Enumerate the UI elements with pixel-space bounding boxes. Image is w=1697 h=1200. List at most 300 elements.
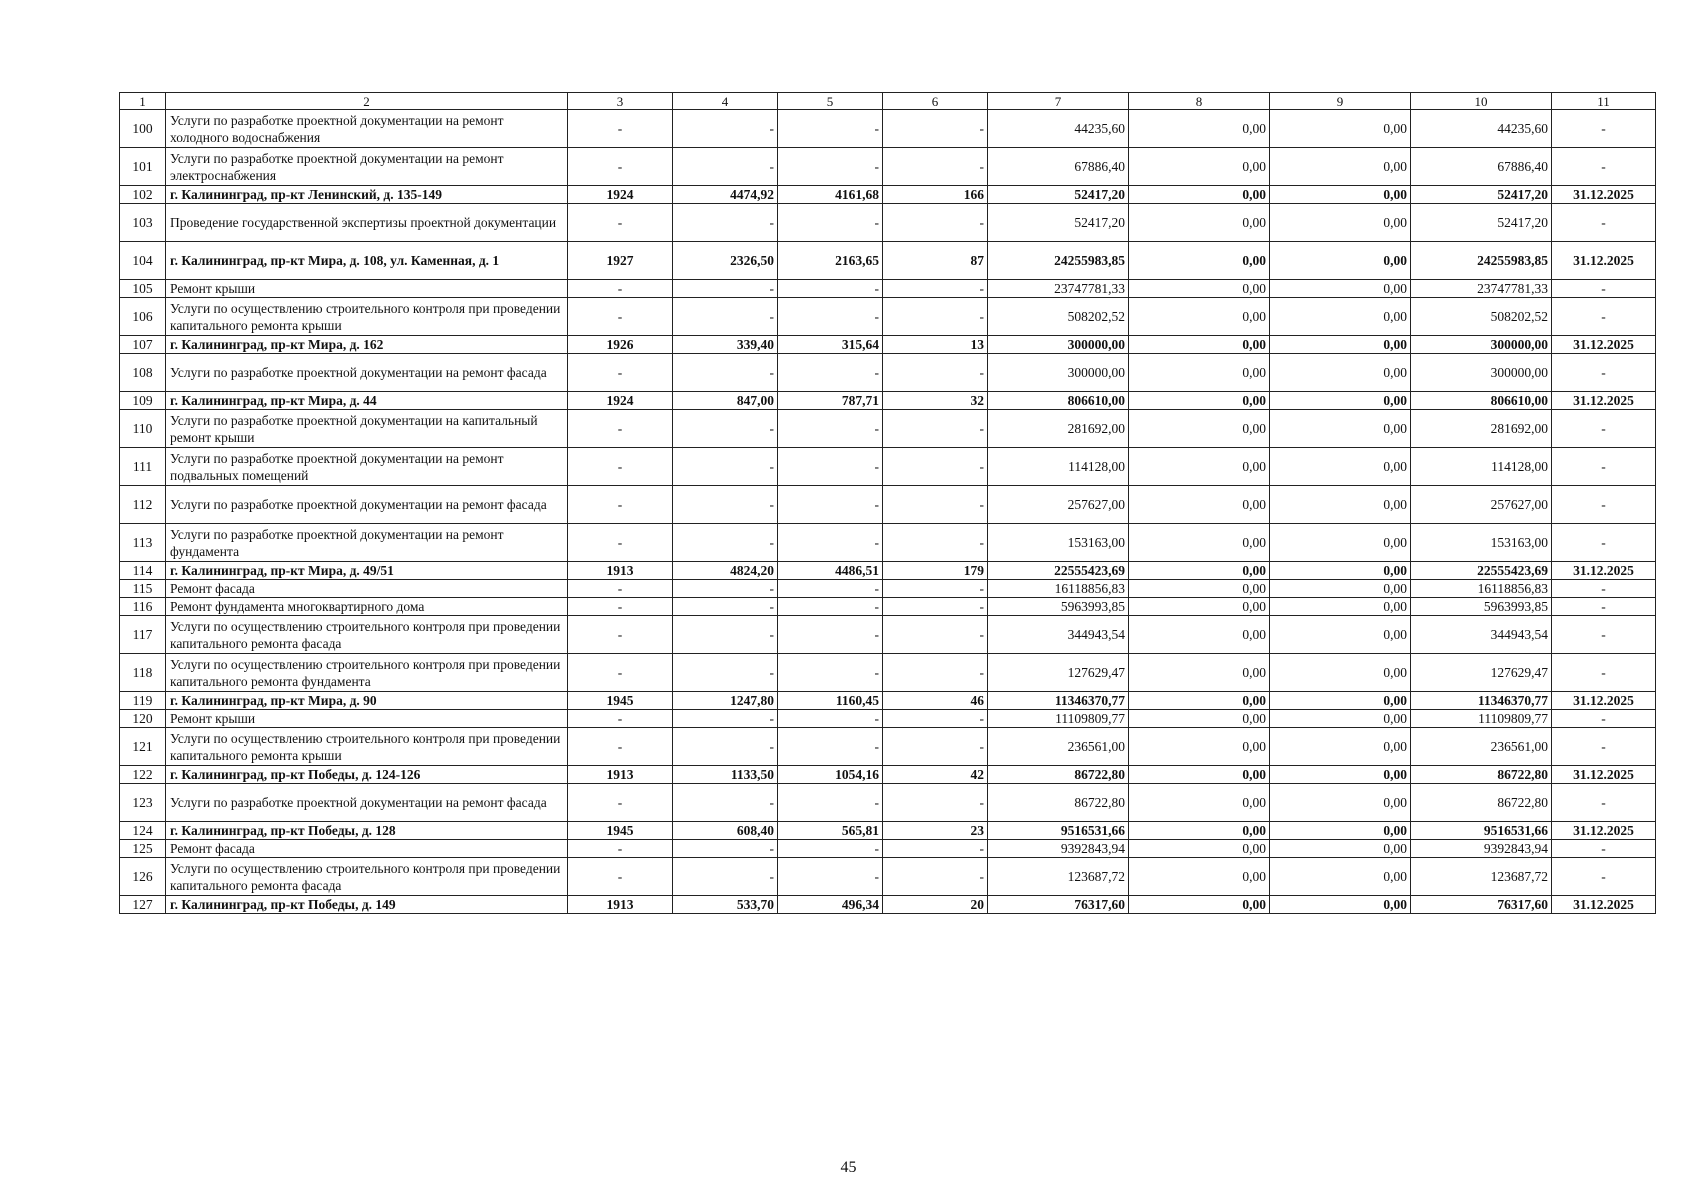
residents-count-cell: 42 (883, 766, 988, 784)
total-area-cell: - (673, 616, 778, 654)
cost-col-10-cell: 24255983,85 (1411, 242, 1552, 280)
living-area-cell: 1160,45 (778, 692, 883, 710)
completion-date-cell: - (1552, 598, 1656, 616)
total-area-cell: 847,00 (673, 392, 778, 410)
row-number-cell: 119 (120, 692, 166, 710)
cost-total-cell: 123687,72 (988, 858, 1129, 896)
living-area-cell: - (778, 858, 883, 896)
row-number-cell: 120 (120, 710, 166, 728)
residents-count-cell: - (883, 486, 988, 524)
living-area-cell: - (778, 410, 883, 448)
work-name-cell: г. Калининград, пр-кт Победы, д. 149 (166, 896, 568, 914)
cost-col-10-cell: 11109809,77 (1411, 710, 1552, 728)
cost-total-cell: 16118856,83 (988, 580, 1129, 598)
address-row (120, 336, 1656, 354)
cost-total-cell: 9392843,94 (988, 840, 1129, 858)
living-area-cell: - (778, 654, 883, 692)
work-name-cell: Услуги по осуществлению строительного контроля при проведении капитального ремонта крыши (166, 298, 568, 336)
work-name-cell: г. Калининград, пр-кт Ленинский, д. 135-149 (166, 186, 568, 204)
work-name-cell: г. Калининград, пр-кт Мира, д. 162 (166, 336, 568, 354)
column-header: 5 (778, 93, 883, 110)
cost-col-8-cell: 0,00 (1129, 728, 1270, 766)
work-name-cell: Услуги по разработке проектной документации на капитальный ремонт крыши (166, 410, 568, 448)
living-area-cell: 2163,65 (778, 242, 883, 280)
cost-total-cell: 86722,80 (988, 766, 1129, 784)
work-item-row (120, 410, 1656, 448)
cost-col-9-cell: 0,00 (1270, 186, 1411, 204)
cost-col-8-cell: 0,00 (1129, 616, 1270, 654)
cost-col-10-cell: 76317,60 (1411, 896, 1552, 914)
cost-col-9-cell: 0,00 (1270, 616, 1411, 654)
page-number: 45 (840, 1159, 857, 1176)
cost-col-10-cell: 281692,00 (1411, 410, 1552, 448)
total-area-cell: - (673, 858, 778, 896)
living-area-cell: - (778, 148, 883, 186)
work-name-cell: Услуги по осуществлению строительного контроля при проведении капитального ремонта фасада (166, 858, 568, 896)
column-header: 7 (988, 93, 1129, 110)
work-name-cell: г. Калининград, пр-кт Мира, д. 90 (166, 692, 568, 710)
completion-date-cell: 31.12.2025 (1552, 242, 1656, 280)
completion-date-cell: 31.12.2025 (1552, 186, 1656, 204)
year-built-cell: - (568, 728, 673, 766)
cost-col-9-cell: 0,00 (1270, 110, 1411, 148)
cost-total-cell: 281692,00 (988, 410, 1129, 448)
cost-total-cell: 300000,00 (988, 354, 1129, 392)
residents-count-cell: - (883, 280, 988, 298)
completion-date-cell: 31.12.2025 (1552, 766, 1656, 784)
cost-col-8-cell: 0,00 (1129, 110, 1270, 148)
completion-date-cell: - (1552, 524, 1656, 562)
residents-count-cell: - (883, 616, 988, 654)
work-name-cell: Ремонт фасада (166, 580, 568, 598)
total-area-cell: - (673, 410, 778, 448)
cost-col-8-cell: 0,00 (1129, 840, 1270, 858)
residents-count-cell: - (883, 728, 988, 766)
completion-date-cell: 31.12.2025 (1552, 562, 1656, 580)
column-header: 9 (1270, 93, 1411, 110)
address-row (120, 896, 1656, 914)
address-row (120, 242, 1656, 280)
table-body (120, 110, 1656, 914)
work-item-row (120, 654, 1656, 692)
total-area-cell: 1133,50 (673, 766, 778, 784)
cost-col-9-cell: 0,00 (1270, 354, 1411, 392)
residents-count-cell: 32 (883, 392, 988, 410)
work-item-row (120, 784, 1656, 822)
work-name-cell: Услуги по осуществлению строительного контроля при проведении капитального ремонта фундамента (166, 654, 568, 692)
completion-date-cell: - (1552, 354, 1656, 392)
cost-col-8-cell: 0,00 (1129, 784, 1270, 822)
residents-count-cell: - (883, 710, 988, 728)
work-name-cell: Ремонт крыши (166, 710, 568, 728)
address-row (120, 392, 1656, 410)
total-area-cell: - (673, 784, 778, 822)
total-area-cell: - (673, 840, 778, 858)
completion-date-cell: 31.12.2025 (1552, 692, 1656, 710)
cost-total-cell: 67886,40 (988, 148, 1129, 186)
total-area-cell: 2326,50 (673, 242, 778, 280)
year-built-cell: - (568, 858, 673, 896)
total-area-cell: 1247,80 (673, 692, 778, 710)
cost-col-10-cell: 123687,72 (1411, 858, 1552, 896)
living-area-cell: - (778, 710, 883, 728)
year-built-cell: - (568, 204, 673, 242)
total-area-cell: - (673, 148, 778, 186)
row-number-cell: 107 (120, 336, 166, 354)
total-area-cell: 4824,20 (673, 562, 778, 580)
cost-col-9-cell: 0,00 (1270, 562, 1411, 580)
work-item-row (120, 448, 1656, 486)
row-number-cell: 109 (120, 392, 166, 410)
year-built-cell: - (568, 298, 673, 336)
cost-total-cell: 52417,20 (988, 186, 1129, 204)
year-built-cell: 1945 (568, 692, 673, 710)
residents-count-cell: 13 (883, 336, 988, 354)
cost-col-10-cell: 86722,80 (1411, 766, 1552, 784)
cost-col-8-cell: 0,00 (1129, 298, 1270, 336)
living-area-cell: - (778, 784, 883, 822)
cost-col-9-cell: 0,00 (1270, 654, 1411, 692)
cost-col-8-cell: 0,00 (1129, 410, 1270, 448)
total-area-cell: - (673, 204, 778, 242)
living-area-cell: 565,81 (778, 822, 883, 840)
year-built-cell: - (568, 654, 673, 692)
work-item-row (120, 204, 1656, 242)
residents-count-cell: - (883, 148, 988, 186)
cost-total-cell: 11346370,77 (988, 692, 1129, 710)
cost-total-cell: 5963993,85 (988, 598, 1129, 616)
year-built-cell: - (568, 410, 673, 448)
total-area-cell: 533,70 (673, 896, 778, 914)
cost-total-cell: 23747781,33 (988, 280, 1129, 298)
completion-date-cell: - (1552, 654, 1656, 692)
cost-total-cell: 86722,80 (988, 784, 1129, 822)
cost-col-8-cell: 0,00 (1129, 148, 1270, 186)
residents-count-cell: - (883, 204, 988, 242)
cost-col-9-cell: 0,00 (1270, 204, 1411, 242)
work-name-cell: Услуги по разработке проектной документации на ремонт электроснабжения (166, 148, 568, 186)
cost-col-8-cell: 0,00 (1129, 580, 1270, 598)
cost-col-10-cell: 67886,40 (1411, 148, 1552, 186)
residents-count-cell: - (883, 598, 988, 616)
completion-date-cell: 31.12.2025 (1552, 822, 1656, 840)
cost-col-10-cell: 52417,20 (1411, 204, 1552, 242)
year-built-cell: 1945 (568, 822, 673, 840)
total-area-cell: 339,40 (673, 336, 778, 354)
work-item-row (120, 298, 1656, 336)
work-item-row (120, 280, 1656, 298)
cost-col-10-cell: 52417,20 (1411, 186, 1552, 204)
work-item-row (120, 110, 1656, 148)
work-name-cell: г. Калининград, пр-кт Мира, д. 49/51 (166, 562, 568, 580)
year-built-cell: - (568, 486, 673, 524)
residents-count-cell: - (883, 858, 988, 896)
cost-col-8-cell: 0,00 (1129, 598, 1270, 616)
living-area-cell: - (778, 728, 883, 766)
total-area-cell: - (673, 728, 778, 766)
year-built-cell: 1924 (568, 186, 673, 204)
address-row (120, 186, 1656, 204)
work-item-row (120, 728, 1656, 766)
living-area-cell: - (778, 298, 883, 336)
year-built-cell: 1913 (568, 562, 673, 580)
residents-count-cell: - (883, 298, 988, 336)
year-built-cell: 1927 (568, 242, 673, 280)
cost-col-8-cell: 0,00 (1129, 448, 1270, 486)
residents-count-cell: - (883, 580, 988, 598)
column-number-header-row (120, 93, 1656, 110)
residents-count-cell: 20 (883, 896, 988, 914)
year-built-cell: - (568, 580, 673, 598)
year-built-cell: 1913 (568, 896, 673, 914)
total-area-cell: - (673, 486, 778, 524)
cost-col-10-cell: 257627,00 (1411, 486, 1552, 524)
residents-count-cell: - (883, 448, 988, 486)
work-item-row (120, 148, 1656, 186)
year-built-cell: - (568, 524, 673, 562)
living-area-cell: 1054,16 (778, 766, 883, 784)
row-number-cell: 104 (120, 242, 166, 280)
cost-col-9-cell: 0,00 (1270, 336, 1411, 354)
cost-col-9-cell: 0,00 (1270, 242, 1411, 280)
address-row (120, 562, 1656, 580)
residents-count-cell: 179 (883, 562, 988, 580)
cost-col-8-cell: 0,00 (1129, 280, 1270, 298)
work-name-cell: Услуги по разработке проектной документации на ремонт фасада (166, 354, 568, 392)
living-area-cell: 4486,51 (778, 562, 883, 580)
living-area-cell: - (778, 616, 883, 654)
work-name-cell: Услуги по разработке проектной документации на ремонт фундамента (166, 524, 568, 562)
work-item-row (120, 858, 1656, 896)
cost-col-8-cell: 0,00 (1129, 822, 1270, 840)
residents-count-cell: - (883, 840, 988, 858)
row-number-cell: 124 (120, 822, 166, 840)
work-name-cell: г. Калининград, пр-кт Победы, д. 128 (166, 822, 568, 840)
cost-col-9-cell: 0,00 (1270, 148, 1411, 186)
completion-date-cell: - (1552, 710, 1656, 728)
cost-total-cell: 344943,54 (988, 616, 1129, 654)
work-item-row (120, 354, 1656, 392)
work-name-cell: Услуги по разработке проектной документации на ремонт фасада (166, 784, 568, 822)
cost-col-8-cell: 0,00 (1129, 186, 1270, 204)
row-number-cell: 122 (120, 766, 166, 784)
cost-total-cell: 508202,52 (988, 298, 1129, 336)
cost-col-10-cell: 114128,00 (1411, 448, 1552, 486)
column-header: 4 (673, 93, 778, 110)
cost-col-10-cell: 508202,52 (1411, 298, 1552, 336)
living-area-cell: 315,64 (778, 336, 883, 354)
year-built-cell: - (568, 598, 673, 616)
row-number-cell: 111 (120, 448, 166, 486)
work-name-cell: Услуги по осуществлению строительного контроля при проведении капитального ремонта фасада (166, 616, 568, 654)
cost-col-10-cell: 9392843,94 (1411, 840, 1552, 858)
row-number-cell: 125 (120, 840, 166, 858)
living-area-cell: - (778, 598, 883, 616)
cost-col-10-cell: 16118856,83 (1411, 580, 1552, 598)
cost-col-8-cell: 0,00 (1129, 896, 1270, 914)
cost-total-cell: 257627,00 (988, 486, 1129, 524)
completion-date-cell: 31.12.2025 (1552, 392, 1656, 410)
living-area-cell: - (778, 840, 883, 858)
work-item-row (120, 486, 1656, 524)
cost-col-8-cell: 0,00 (1129, 392, 1270, 410)
cost-col-9-cell: 0,00 (1270, 692, 1411, 710)
row-number-cell: 127 (120, 896, 166, 914)
work-name-cell: Ремонт фасада (166, 840, 568, 858)
row-number-cell: 100 (120, 110, 166, 148)
column-header: 10 (1411, 93, 1552, 110)
cost-col-9-cell: 0,00 (1270, 524, 1411, 562)
cost-col-10-cell: 153163,00 (1411, 524, 1552, 562)
total-area-cell: 4474,92 (673, 186, 778, 204)
cost-col-10-cell: 86722,80 (1411, 784, 1552, 822)
total-area-cell: - (673, 110, 778, 148)
cost-col-9-cell: 0,00 (1270, 486, 1411, 524)
residents-count-cell: - (883, 524, 988, 562)
cost-col-10-cell: 44235,60 (1411, 110, 1552, 148)
cost-col-10-cell: 11346370,77 (1411, 692, 1552, 710)
total-area-cell: - (673, 448, 778, 486)
cost-col-10-cell: 22555423,69 (1411, 562, 1552, 580)
row-number-cell: 126 (120, 858, 166, 896)
row-number-cell: 123 (120, 784, 166, 822)
year-built-cell: - (568, 840, 673, 858)
completion-date-cell: - (1552, 728, 1656, 766)
address-row (120, 766, 1656, 784)
year-built-cell: - (568, 110, 673, 148)
work-item-row (120, 840, 1656, 858)
repair-program-table (119, 92, 1656, 914)
completion-date-cell: 31.12.2025 (1552, 896, 1656, 914)
year-built-cell: - (568, 616, 673, 654)
year-built-cell: - (568, 280, 673, 298)
cost-col-9-cell: 0,00 (1270, 710, 1411, 728)
total-area-cell: - (673, 580, 778, 598)
residents-count-cell: 46 (883, 692, 988, 710)
cost-col-8-cell: 0,00 (1129, 654, 1270, 692)
work-item-row (120, 580, 1656, 598)
residents-count-cell: - (883, 654, 988, 692)
cost-col-8-cell: 0,00 (1129, 858, 1270, 896)
year-built-cell: 1926 (568, 336, 673, 354)
total-area-cell: - (673, 654, 778, 692)
row-number-cell: 116 (120, 598, 166, 616)
work-name-cell: г. Калининград, пр-кт Мира, д. 108, ул. Каменная, д. 1 (166, 242, 568, 280)
completion-date-cell: - (1552, 486, 1656, 524)
cost-col-9-cell: 0,00 (1270, 410, 1411, 448)
work-name-cell: Услуги по разработке проектной документации на ремонт фасада (166, 486, 568, 524)
residents-count-cell: - (883, 410, 988, 448)
work-item-row (120, 710, 1656, 728)
completion-date-cell: - (1552, 840, 1656, 858)
row-number-cell: 118 (120, 654, 166, 692)
cost-col-9-cell: 0,00 (1270, 598, 1411, 616)
cost-total-cell: 114128,00 (988, 448, 1129, 486)
total-area-cell: - (673, 354, 778, 392)
cost-col-8-cell: 0,00 (1129, 692, 1270, 710)
completion-date-cell: 31.12.2025 (1552, 336, 1656, 354)
cost-total-cell: 9516531,66 (988, 822, 1129, 840)
living-area-cell: - (778, 110, 883, 148)
work-name-cell: Проведение государственной экспертизы проектной документации (166, 204, 568, 242)
cost-col-9-cell: 0,00 (1270, 896, 1411, 914)
residents-count-cell: 87 (883, 242, 988, 280)
address-row (120, 692, 1656, 710)
work-item-row (120, 598, 1656, 616)
cost-total-cell: 127629,47 (988, 654, 1129, 692)
row-number-cell: 113 (120, 524, 166, 562)
work-name-cell: Ремонт фундамента многоквартирного дома (166, 598, 568, 616)
work-name-cell: Услуги по разработке проектной документации на ремонт холодного водоснабжения (166, 110, 568, 148)
total-area-cell: - (673, 710, 778, 728)
row-number-cell: 115 (120, 580, 166, 598)
total-area-cell: - (673, 280, 778, 298)
cost-col-9-cell: 0,00 (1270, 298, 1411, 336)
row-number-cell: 101 (120, 148, 166, 186)
residents-count-cell: - (883, 784, 988, 822)
cost-col-8-cell: 0,00 (1129, 486, 1270, 524)
cost-col-10-cell: 127629,47 (1411, 654, 1552, 692)
row-number-cell: 121 (120, 728, 166, 766)
work-item-row (120, 616, 1656, 654)
row-number-cell: 102 (120, 186, 166, 204)
cost-col-10-cell: 23747781,33 (1411, 280, 1552, 298)
cost-total-cell: 24255983,85 (988, 242, 1129, 280)
cost-col-10-cell: 806610,00 (1411, 392, 1552, 410)
living-area-cell: - (778, 524, 883, 562)
cost-total-cell: 236561,00 (988, 728, 1129, 766)
work-name-cell: Ремонт крыши (166, 280, 568, 298)
residents-count-cell: - (883, 354, 988, 392)
cost-col-8-cell: 0,00 (1129, 562, 1270, 580)
completion-date-cell: - (1552, 148, 1656, 186)
cost-total-cell: 44235,60 (988, 110, 1129, 148)
row-number-cell: 103 (120, 204, 166, 242)
cost-col-10-cell: 5963993,85 (1411, 598, 1552, 616)
living-area-cell: - (778, 486, 883, 524)
cost-col-9-cell: 0,00 (1270, 392, 1411, 410)
year-built-cell: 1924 (568, 392, 673, 410)
address-row (120, 822, 1656, 840)
year-built-cell: - (568, 710, 673, 728)
work-name-cell: г. Калининград, пр-кт Мира, д. 44 (166, 392, 568, 410)
cost-col-8-cell: 0,00 (1129, 354, 1270, 392)
residents-count-cell: 166 (883, 186, 988, 204)
column-header: 6 (883, 93, 988, 110)
total-area-cell: - (673, 298, 778, 336)
residents-count-cell: 23 (883, 822, 988, 840)
row-number-cell: 106 (120, 298, 166, 336)
cost-col-9-cell: 0,00 (1270, 280, 1411, 298)
cost-col-8-cell: 0,00 (1129, 242, 1270, 280)
living-area-cell: - (778, 580, 883, 598)
cost-col-10-cell: 300000,00 (1411, 354, 1552, 392)
row-number-cell: 114 (120, 562, 166, 580)
row-number-cell: 105 (120, 280, 166, 298)
cost-col-8-cell: 0,00 (1129, 710, 1270, 728)
year-built-cell: - (568, 784, 673, 822)
living-area-cell: - (778, 280, 883, 298)
cost-total-cell: 22555423,69 (988, 562, 1129, 580)
work-name-cell: Услуги по разработке проектной документации на ремонт подвальных помещений (166, 448, 568, 486)
completion-date-cell: - (1552, 110, 1656, 148)
cost-col-10-cell: 236561,00 (1411, 728, 1552, 766)
completion-date-cell: - (1552, 858, 1656, 896)
cost-col-8-cell: 0,00 (1129, 766, 1270, 784)
column-header: 1 (120, 93, 166, 110)
cost-col-9-cell: 0,00 (1270, 448, 1411, 486)
cost-col-9-cell: 0,00 (1270, 858, 1411, 896)
